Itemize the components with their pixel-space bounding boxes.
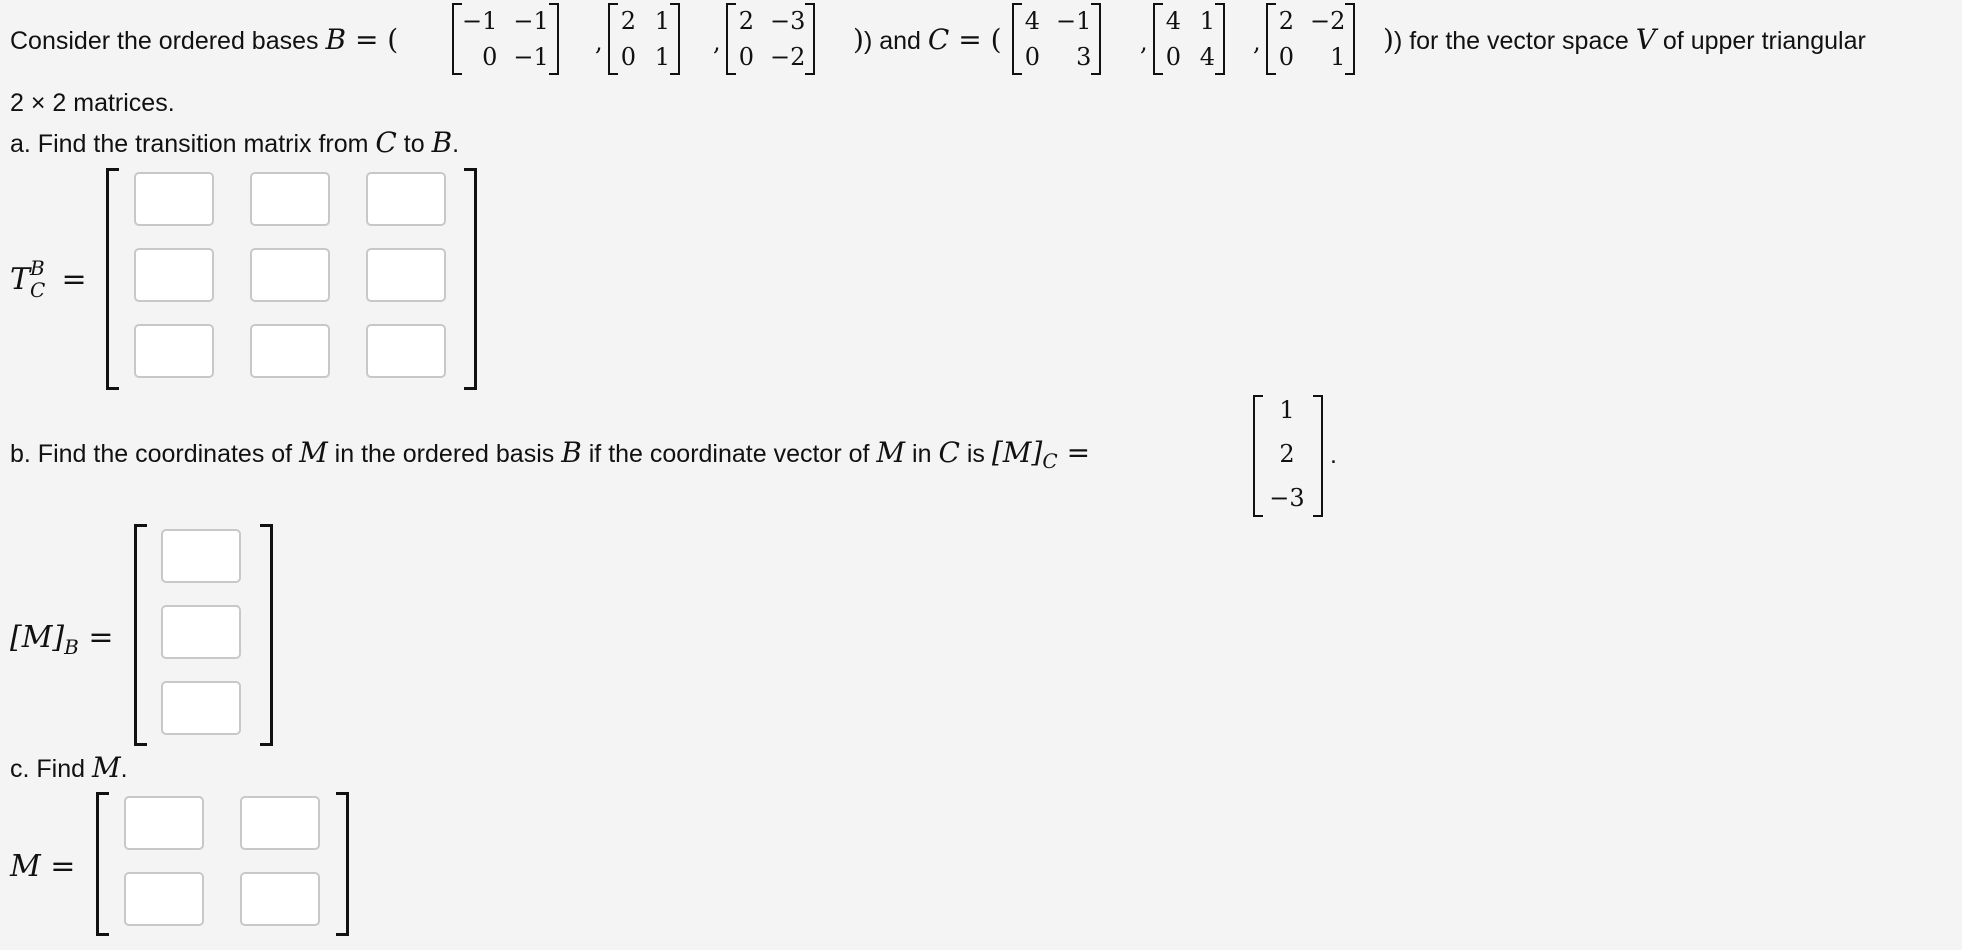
mb-left-bracket <box>134 524 147 746</box>
mb-input-r1-c1[interactable] <box>161 529 241 583</box>
transition-matrix-input-r2-c1[interactable] <box>134 248 214 302</box>
basis-c-matrix-2-left-bracket <box>1153 3 1163 75</box>
basis-b-matrix-3-right-bracket <box>805 3 815 75</box>
matrix-entry: 0 <box>1278 43 1294 71</box>
intro-text-1: Consider the ordered bases B = ( <box>10 23 399 56</box>
matrix-entry: 1 <box>1330 43 1346 71</box>
basis-b-matrix-2-left-bracket <box>608 3 618 75</box>
basis-b-matrix-1-left-bracket <box>452 3 462 75</box>
m-left-bracket <box>96 792 109 936</box>
matrix-entry: 0 <box>738 43 754 71</box>
transition-matrix-right-bracket <box>464 168 477 390</box>
mc-vector-entry: 2 <box>1279 440 1295 468</box>
m-input-r2-c1[interactable] <box>124 872 204 926</box>
m-input-r2-c2[interactable] <box>240 872 320 926</box>
part-b-prompt: b. Find the coordinates of M in the ordered basis B if the coordinate vector of M in C is $[M]_C$ = <box>10 436 1091 473</box>
matrix-entry: 0 <box>1024 43 1040 71</box>
basis-b-matrix-2 <box>608 3 680 75</box>
basis-b-matrix-1 <box>452 3 559 75</box>
basis-b-matrix-3 <box>726 3 815 75</box>
matrix-entry: −2 <box>1310 7 1346 35</box>
intro-text-3: )) for the vector space V of upper triangular <box>1383 23 1866 56</box>
comma: , <box>595 28 603 56</box>
transition-matrix-input-r2-c2[interactable] <box>250 248 330 302</box>
matrix-entry: 1 <box>654 7 670 35</box>
mb-input-r3-c1[interactable] <box>161 681 241 735</box>
basis-c-matrix-1-left-bracket <box>1012 3 1022 75</box>
matrix-entry: 4 <box>1165 7 1181 35</box>
matrix-entry: 2 <box>620 7 636 35</box>
mb-right-bracket <box>260 524 273 746</box>
matrix-entry: −1 <box>513 43 549 71</box>
mb-input-r2-c1[interactable] <box>161 605 241 659</box>
m-input-r1-c1[interactable] <box>124 796 204 850</box>
matrix-entry: 2 <box>738 7 754 35</box>
matrix-entry: 2 <box>1278 7 1294 35</box>
m-label: M = <box>10 849 76 884</box>
mc-vector-right-bracket <box>1313 395 1323 517</box>
basis-b-matrix-1-right-bracket <box>549 3 559 75</box>
comma: , <box>1140 28 1148 56</box>
intro-text-2: )) and C = ( <box>853 23 1002 56</box>
comma: , <box>1253 28 1261 56</box>
basis-c-symbol: C <box>927 23 950 56</box>
matrix-entry: 1 <box>1199 7 1215 35</box>
basis-c-matrix-3-left-bracket <box>1266 3 1276 75</box>
matrix-entry: 4 <box>1199 43 1215 71</box>
matrix-entry: −1 <box>462 7 498 35</box>
basis-b-matrix-3-left-bracket <box>726 3 736 75</box>
matrix-entry: −2 <box>770 43 806 71</box>
transition-matrix-input-r3-c2[interactable] <box>250 324 330 378</box>
transition-matrix-left-bracket <box>106 168 119 390</box>
matrix-entry: 3 <box>1076 43 1092 71</box>
basis-c-matrix-2 <box>1153 3 1225 75</box>
transition-matrix-input-r1-c1[interactable] <box>134 172 214 226</box>
mb-label: $[M]_B$ = <box>10 620 114 659</box>
transition-matrix-input-r1-c3[interactable] <box>366 172 446 226</box>
matrix-entry: −1 <box>1056 7 1092 35</box>
basis-c-matrix-3 <box>1266 3 1355 75</box>
matrix-entry: −3 <box>770 7 806 35</box>
matrix-entry: 0 <box>482 43 498 71</box>
matrix-entry: −1 <box>513 7 549 35</box>
basis-c-matrix-2-right-bracket <box>1215 3 1225 75</box>
transition-matrix-label: T B C = <box>10 256 87 302</box>
part-a-prompt: a. Find the transition matrix from C to B. <box>10 126 460 159</box>
matrix-entry: 0 <box>1165 43 1181 71</box>
mc-vector-entry: −3 <box>1269 484 1305 512</box>
basis-c-matrix-3-right-bracket <box>1345 3 1355 75</box>
basis-b-symbol: B <box>325 23 347 56</box>
intro-line-2: 2 × 2 matrices. <box>10 89 175 117</box>
basis-b-matrix-2-right-bracket <box>670 3 680 75</box>
matrix-entry: 4 <box>1024 7 1040 35</box>
part-c-prompt: c. Find M. <box>10 751 128 784</box>
m-right-bracket <box>336 792 349 936</box>
part-b-period: . <box>1330 441 1337 469</box>
transition-matrix-input-r1-c2[interactable] <box>250 172 330 226</box>
transition-matrix-input-r2-c3[interactable] <box>366 248 446 302</box>
transition-matrix-input-r3-c3[interactable] <box>366 324 446 378</box>
matrix-entry: 1 <box>654 43 670 71</box>
transition-matrix-input-r3-c1[interactable] <box>134 324 214 378</box>
mc-vector-entry: 1 <box>1279 396 1295 424</box>
matrix-entry: 0 <box>620 43 636 71</box>
comma: , <box>713 28 721 56</box>
basis-c-matrix-1 <box>1012 3 1101 75</box>
m-input-r1-c2[interactable] <box>240 796 320 850</box>
basis-c-matrix-1-right-bracket <box>1091 3 1101 75</box>
